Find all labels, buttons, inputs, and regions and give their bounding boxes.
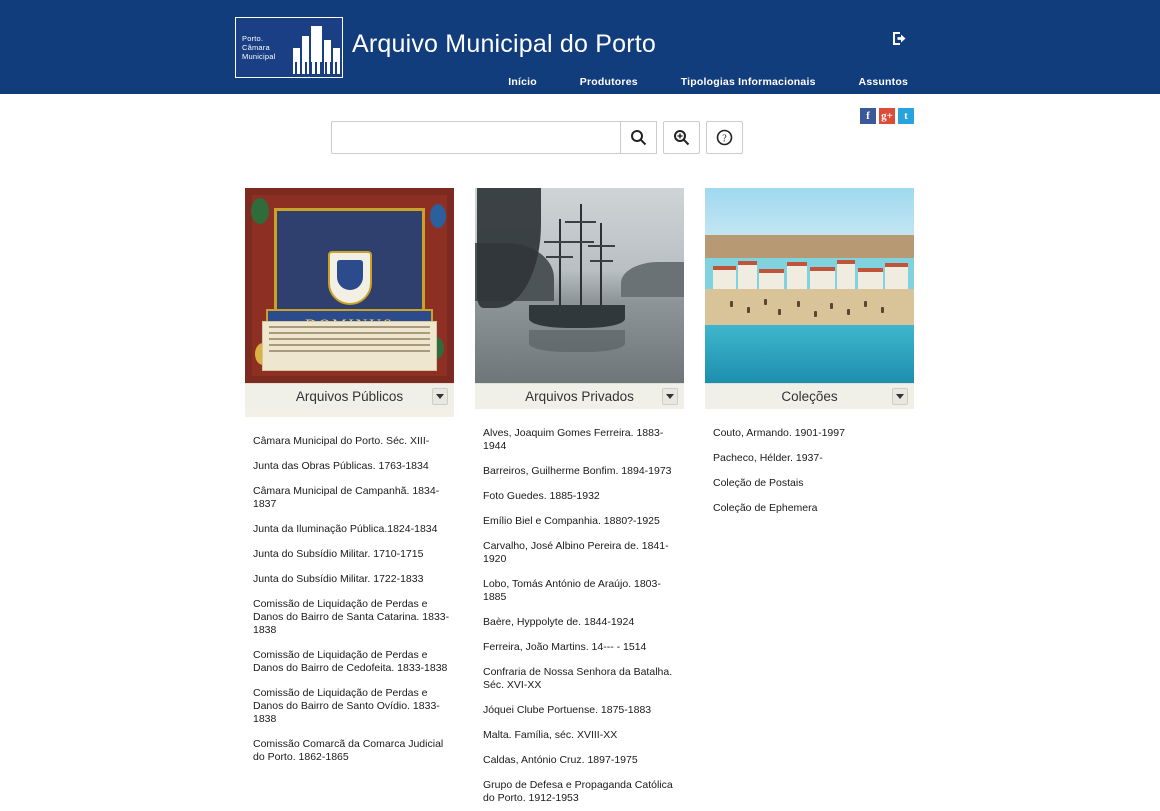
nav-item-tipologias[interactable]: Tipologias Informacionais <box>680 76 816 88</box>
list-item[interactable]: Junta do Subsídio Militar. 1722-1833 <box>253 573 424 585</box>
thumbnail-arquivos-privados[interactable] <box>475 188 684 383</box>
list-item[interactable]: Couto, Armando. 1901-1997 <box>713 427 845 439</box>
logo-line-1: Porto. <box>242 34 264 43</box>
list-item[interactable]: Alves, Joaquim Gomes Ferreira. 1883-1944 <box>483 427 664 452</box>
page-title: Arquivo Municipal do Porto <box>352 30 656 58</box>
list-item[interactable]: Câmara Municipal do Porto. Séc. XIII- <box>253 435 430 447</box>
list-item[interactable]: Carvalho, José Albino Pereira de. 1841-1920 <box>483 540 669 565</box>
caption-arquivos-publicos <box>245 383 454 409</box>
search-input[interactable] <box>331 121 621 154</box>
thumbnail-colecoes[interactable] <box>705 188 914 383</box>
caption-label: Arquivos Públicos <box>295 389 404 404</box>
logo-skyline-icon <box>288 18 342 77</box>
search-bar <box>331 121 743 154</box>
panel-colecoes <box>705 188 914 409</box>
site-header <box>0 0 1160 94</box>
nav-item-assuntos[interactable]: Assuntos <box>858 76 908 88</box>
facebook-icon[interactable]: f <box>860 108 876 124</box>
list-item[interactable]: Coleção de Ephemera <box>713 502 818 514</box>
logo-line-2: Câmara <box>242 43 270 52</box>
list-item[interactable]: Lobo, Tomás António de Araújo. 1803-1885 <box>483 578 661 603</box>
list-item[interactable]: Ferreira, João Martins. 14--- - 1514 <box>483 641 647 653</box>
column-arquivos-privados <box>475 188 684 811</box>
list-item[interactable]: Barreiros, Guilherme Bonfim. 1894-1973 <box>483 465 672 477</box>
list-item[interactable]: Comissão Comarcã da Comarca Judicial do Porto. 1862-1865 <box>253 738 444 763</box>
search-button[interactable] <box>620 121 657 154</box>
list-item[interactable]: Grupo de Defesa e Propaganda Católica do Porto. 1912-1953 <box>483 779 673 804</box>
list-item[interactable]: Foto Guedes. 1885-1932 <box>483 490 600 502</box>
svg-text:?: ? <box>722 133 727 145</box>
nav-item-inicio[interactable]: Início <box>508 76 537 88</box>
list-colecoes <box>705 421 914 521</box>
main-navigation <box>0 76 1160 94</box>
panel-arquivos-publicos <box>245 188 454 417</box>
list-arquivos-privados <box>475 421 684 811</box>
chevron-down-icon[interactable] <box>892 388 908 405</box>
city-council-logo[interactable] <box>235 17 343 78</box>
logo-wordmark <box>236 18 288 77</box>
list-item[interactable]: Junta das Obras Públicas. 1763-1834 <box>253 460 429 472</box>
login-icon[interactable] <box>891 30 908 50</box>
column-arquivos-publicos <box>245 188 454 770</box>
list-item[interactable]: Caldas, António Cruz. 1897-1975 <box>483 754 638 766</box>
caption-label: Coleções <box>781 389 838 404</box>
list-item[interactable]: Malta. Família, séc. XVIII-XX <box>483 729 618 741</box>
advanced-search-button[interactable] <box>663 121 700 154</box>
caption-arquivos-privados <box>475 383 684 409</box>
help-button[interactable] <box>706 121 743 154</box>
list-item[interactable]: Comissão de Liquidação de Perdas e Danos do Bairro de Santa Catarina. 1833-1838 <box>253 598 450 636</box>
chevron-down-icon[interactable] <box>432 388 448 405</box>
list-item[interactable]: Baère, Hyppolyte de. 1844-1924 <box>483 616 635 628</box>
list-item[interactable]: Comissão de Liquidação de Perdas e Danos do Bairro de Cedofeita. 1833-1838 <box>253 649 448 674</box>
list-item[interactable]: Emílio Biel e Companhia. 1880?-1925 <box>483 515 660 527</box>
panel-arquivos-privados <box>475 188 684 409</box>
column-colecoes <box>705 188 914 521</box>
caption-colecoes <box>705 383 914 409</box>
list-arquivos-publicos <box>245 429 454 770</box>
list-item[interactable]: Junta do Subsídio Militar. 1710-1715 <box>253 548 424 560</box>
caption-label: Arquivos Privados <box>525 389 634 404</box>
list-item[interactable]: Coleção de Postais <box>713 477 804 489</box>
list-item[interactable]: Confraria de Nossa Senhora da Batalha. Séc. XVI-XX <box>483 666 673 691</box>
logo-line-3: Municipal <box>242 52 276 61</box>
nav-item-produtores[interactable]: Produtores <box>579 76 638 88</box>
google-plus-icon[interactable]: g+ <box>879 108 895 124</box>
thumbnail-arquivos-publicos[interactable] <box>245 188 454 383</box>
list-item[interactable]: Comissão de Liquidação de Perdas e Danos do Bairro de Santo Ovídio. 1833-1838 <box>253 687 440 725</box>
list-item[interactable]: Pacheco, Hélder. 1937- <box>713 452 823 464</box>
chevron-down-icon[interactable] <box>662 388 678 405</box>
list-item[interactable]: Jóquei Clube Portuense. 1875-1883 <box>483 704 652 716</box>
social-links <box>860 108 914 124</box>
list-item[interactable]: Câmara Municipal de Campanhã. 1834-1837 <box>253 485 440 510</box>
twitter-icon[interactable]: t <box>898 108 914 124</box>
list-item[interactable]: Junta da Iluminação Pública.1824-1834 <box>253 523 438 535</box>
